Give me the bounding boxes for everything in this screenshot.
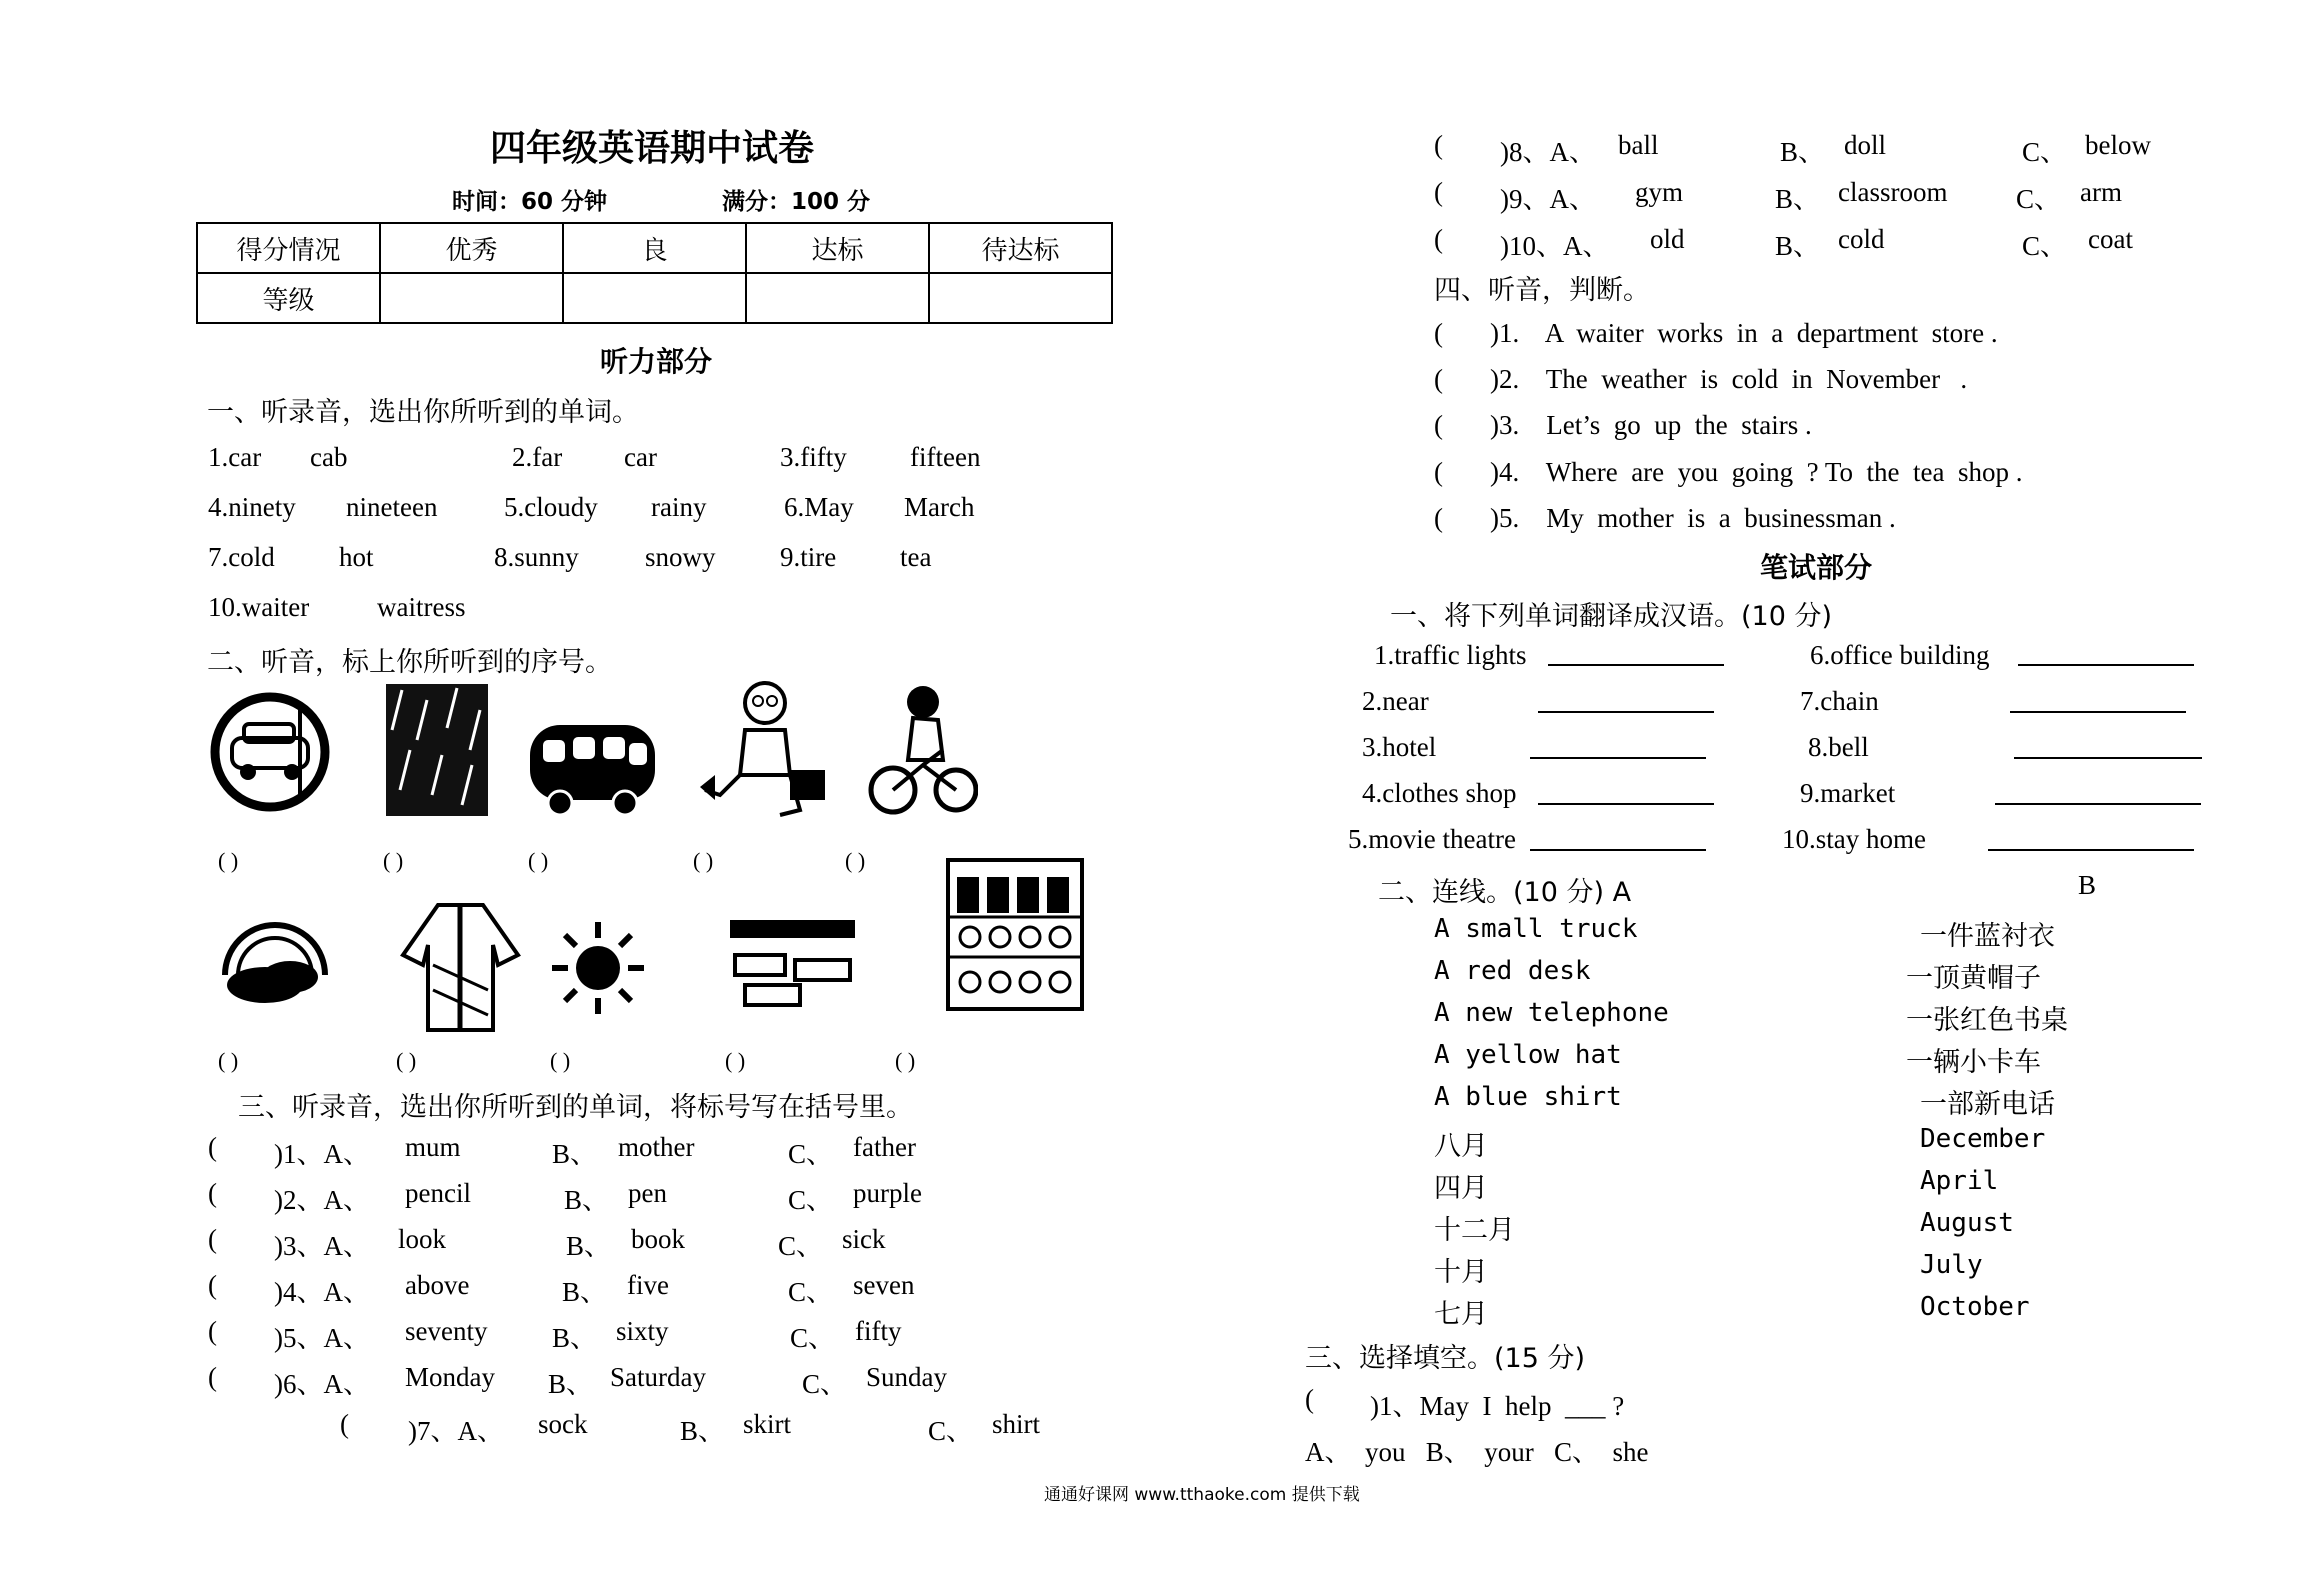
- choice-c: arm: [2080, 177, 2122, 207]
- answer-blank[interactable]: [1988, 849, 2194, 851]
- choice-a: ball: [1618, 130, 1659, 160]
- match-a-item[interactable]: A yellow hat: [1434, 1040, 1622, 1070]
- word-item: fifteen: [910, 442, 981, 472]
- match-col-b-label: B: [2078, 870, 2097, 900]
- score-cell[interactable]: [746, 273, 929, 323]
- judge-item: )4. Where are you going ? To the tea shop .: [1490, 457, 2023, 487]
- choice-b: doll: [1844, 130, 1887, 160]
- score-cell: 得分情况: [197, 223, 380, 273]
- choice-b-label: B、: [680, 1416, 726, 1446]
- choice-a: sock: [538, 1409, 588, 1439]
- car-sign-icon: [210, 690, 330, 815]
- choice-number: )6、A、: [274, 1369, 370, 1399]
- word-item: snowy: [645, 542, 716, 572]
- answer-paren[interactable]: ( ): [218, 848, 239, 873]
- word-item: tea: [900, 542, 932, 572]
- score-table: [196, 222, 1113, 324]
- score-cell: 优秀: [380, 223, 563, 273]
- word-item: car: [624, 442, 657, 472]
- translate-item: 3.hotel: [1362, 732, 1437, 762]
- choice-b: cold: [1838, 224, 1885, 254]
- answer-paren[interactable]: ( ): [845, 848, 866, 873]
- match-a-item[interactable]: 十二月: [1434, 1215, 1515, 1246]
- match-b-item[interactable]: August: [1920, 1208, 2014, 1238]
- score-cell[interactable]: [563, 273, 746, 323]
- listening-s3-heading: 三、听录音，选出你所听到的单词，将标号写在括号里。: [238, 1092, 913, 1123]
- score-table-row: [197, 273, 1112, 323]
- choice-number: )3、A、: [274, 1231, 370, 1261]
- answer-blank[interactable]: [1995, 803, 2201, 805]
- choice-a: look: [398, 1224, 447, 1254]
- shelf-icon: [945, 857, 1085, 1012]
- word-item: 3.fifty: [780, 442, 847, 472]
- choice-number: )10、A、: [1500, 231, 1610, 261]
- choice-b: skirt: [743, 1409, 792, 1439]
- choice-c: purple: [853, 1178, 922, 1208]
- choice-b-label: B、: [552, 1139, 598, 1169]
- classroom-desks-icon: [725, 915, 860, 1010]
- choice-b: Saturday: [610, 1362, 706, 1392]
- judge-item: )1. A waiter works in a department store .: [1490, 318, 1998, 348]
- translate-item: 9.market: [1800, 778, 1896, 808]
- answer-paren-open[interactable]: (: [1305, 1384, 1314, 1414]
- footer-credit: 通通好课网 www.tthaoke.com 提供下载: [1044, 1485, 1360, 1505]
- choice-b-label: B、: [566, 1231, 612, 1261]
- word-item: 10.waiter: [208, 592, 310, 622]
- score-cell[interactable]: [380, 273, 563, 323]
- answer-paren-open[interactable]: (: [1434, 130, 1443, 160]
- answer-blank[interactable]: [1538, 803, 1714, 805]
- match-b-item[interactable]: 一顶黄帽子: [1906, 963, 2041, 994]
- choice-number: )4、A、: [274, 1277, 370, 1307]
- match-a-item[interactable]: 七月: [1434, 1299, 1488, 1330]
- written-title: 笔试部分: [1760, 551, 1873, 584]
- answer-blank[interactable]: [2010, 711, 2186, 713]
- waiter-icon: [690, 675, 840, 825]
- answer-paren[interactable]: ( ): [693, 848, 714, 873]
- fill-options: A、 you B、 your C、 she: [1305, 1437, 1649, 1467]
- judge-item: )5. My mother is a businessman .: [1490, 503, 1896, 533]
- answer-paren-open[interactable]: (: [208, 1178, 217, 1208]
- choice-b: pen: [628, 1178, 667, 1208]
- choice-number: )1、A、: [274, 1139, 370, 1169]
- word-item: 4.ninety: [208, 492, 296, 522]
- cyclist-icon: [868, 680, 978, 820]
- translate-item: 6.office building: [1810, 640, 1990, 670]
- answer-paren-open[interactable]: (: [208, 1132, 217, 1162]
- answer-paren[interactable]: ( ): [383, 848, 404, 873]
- match-a-item[interactable]: 十月: [1434, 1257, 1488, 1288]
- word-item: 2.far: [512, 442, 563, 472]
- match-b-item[interactable]: 一部新电话: [1920, 1089, 2055, 1120]
- answer-paren-open[interactable]: (: [208, 1224, 217, 1254]
- choice-c-label: C、: [2022, 137, 2068, 167]
- choice-c-label: C、: [788, 1139, 834, 1169]
- match-b-item[interactable]: December: [1920, 1124, 2046, 1154]
- fill-question: )1、May I help ___ ?: [1370, 1391, 1625, 1421]
- match-b-item[interactable]: 一张红色书桌: [1906, 1005, 2068, 1036]
- choice-number: )9、A、: [1500, 184, 1596, 214]
- choice-b: five: [627, 1270, 669, 1300]
- match-a-item[interactable]: A new telephone: [1434, 998, 1669, 1028]
- translate-item: 2.near: [1362, 686, 1429, 716]
- word-item: rainy: [651, 492, 707, 522]
- translate-item: 4.clothes shop: [1362, 778, 1517, 808]
- word-item: 1.car: [208, 442, 262, 472]
- choice-c: below: [2085, 130, 2151, 160]
- listening-s2-heading: 二、听音，标上你所听到的序号。: [207, 647, 612, 678]
- word-item: 5.cloudy: [504, 492, 598, 522]
- choice-c-label: C、: [928, 1416, 974, 1446]
- translate-item: 1.traffic lights: [1374, 640, 1527, 670]
- judge-item: )2. The weather is cold in November .: [1490, 364, 1968, 394]
- score-cell: 等级: [197, 273, 380, 323]
- answer-paren[interactable]: ( ): [550, 1048, 571, 1073]
- match-b-item[interactable]: April: [1920, 1166, 1999, 1196]
- answer-paren[interactable]: ( ): [218, 1048, 239, 1073]
- choice-b: mother: [618, 1132, 695, 1162]
- answer-blank[interactable]: [2018, 664, 2194, 666]
- choice-number: )5、A、: [274, 1323, 370, 1353]
- answer-blank[interactable]: [1530, 849, 1706, 851]
- match-a-item[interactable]: A red desk: [1434, 956, 1591, 986]
- page-title: 四年级英语期中试卷: [490, 128, 815, 169]
- choice-c-label: C、: [802, 1369, 848, 1399]
- choice-c-label: C、: [2016, 184, 2062, 214]
- score-cell[interactable]: [929, 273, 1112, 323]
- match-b-item[interactable]: 一件蓝衬衣: [1920, 921, 2055, 952]
- choice-a: old: [1650, 224, 1685, 254]
- match-a-item[interactable]: A blue shirt: [1434, 1082, 1622, 1112]
- answer-blank[interactable]: [2014, 757, 2202, 759]
- answer-paren-open[interactable]: (: [1434, 410, 1443, 440]
- cloudy-rainbow-icon: [210, 905, 335, 1010]
- choice-c-label: C、: [788, 1185, 834, 1215]
- translate-item: 5.movie theatre: [1348, 824, 1516, 854]
- answer-paren[interactable]: ( ): [725, 1048, 746, 1073]
- answer-paren[interactable]: ( ): [895, 1048, 916, 1073]
- choice-a: pencil: [405, 1178, 471, 1208]
- answer-paren[interactable]: ( ): [396, 1048, 417, 1073]
- choice-a: above: [405, 1270, 470, 1300]
- score-cell: 待达标: [929, 223, 1112, 273]
- answer-paren-open[interactable]: (: [340, 1409, 349, 1439]
- match-b-item[interactable]: October: [1920, 1292, 2030, 1322]
- match-a-item[interactable]: 八月: [1434, 1131, 1488, 1162]
- word-item: hot: [339, 542, 374, 572]
- choice-a: Monday: [405, 1362, 495, 1392]
- listening-s1-heading: 一、听录音，选出你所听到的单词。: [207, 397, 639, 428]
- choice-b-label: B、: [552, 1323, 598, 1353]
- choice-number: )7、A、: [408, 1416, 504, 1446]
- listening-title: 听力部分: [600, 345, 713, 378]
- choice-c: coat: [2088, 224, 2133, 254]
- answer-paren-open[interactable]: (: [1434, 364, 1443, 394]
- choice-b-label: B、: [1775, 184, 1821, 214]
- match-a-item[interactable]: A small truck: [1434, 914, 1638, 944]
- answer-blank[interactable]: [1548, 664, 1724, 666]
- answer-paren-open[interactable]: (: [208, 1362, 217, 1392]
- choice-c-label: C、: [788, 1277, 834, 1307]
- match-b-item[interactable]: July: [1920, 1250, 1983, 1280]
- choice-c: shirt: [992, 1409, 1041, 1439]
- word-item: cab: [310, 442, 348, 472]
- choice-a: seventy: [405, 1316, 488, 1346]
- choice-b-label: B、: [562, 1277, 608, 1307]
- rain-icon: [382, 680, 492, 820]
- translate-item: 10.stay home: [1782, 824, 1926, 854]
- score-cell: 良: [563, 223, 746, 273]
- answer-paren-open[interactable]: (: [1434, 457, 1443, 487]
- choice-c: fifty: [855, 1316, 902, 1346]
- exam-full-score: 满分：100 分: [722, 189, 871, 215]
- choice-c: Sunday: [866, 1362, 947, 1392]
- answer-paren-open[interactable]: (: [208, 1270, 217, 1300]
- word-item: March: [904, 492, 975, 522]
- answer-paren-open[interactable]: (: [1434, 503, 1443, 533]
- listening-s4-heading: 四、听音，判断。: [1434, 275, 1650, 306]
- written-s1-heading: 一、将下列单词翻译成汉语。(10 分): [1390, 601, 1833, 632]
- choice-b-label: B、: [1780, 137, 1826, 167]
- answer-paren-open[interactable]: (: [1434, 224, 1443, 254]
- written-s2-heading: 二、连线。(10 分) A: [1378, 877, 1632, 908]
- answer-paren-open[interactable]: (: [1434, 177, 1443, 207]
- match-b-item[interactable]: 一辆小卡车: [1906, 1047, 2041, 1078]
- choice-b-label: B、: [564, 1185, 610, 1215]
- word-item: 8.sunny: [494, 542, 579, 572]
- choice-c: father: [853, 1132, 916, 1162]
- match-a-item[interactable]: 四月: [1434, 1173, 1488, 1204]
- answer-paren[interactable]: ( ): [528, 848, 549, 873]
- translate-item: 8.bell: [1808, 732, 1869, 762]
- choice-a: mum: [405, 1132, 461, 1162]
- judge-item: )3. Let’s go up the stairs .: [1490, 410, 1812, 440]
- choice-c-label: C、: [790, 1323, 836, 1353]
- word-item: waitress: [377, 592, 466, 622]
- answer-blank[interactable]: [1530, 757, 1706, 759]
- word-item: 7.cold: [208, 542, 275, 572]
- choice-a: gym: [1635, 177, 1684, 207]
- translate-item: 7.chain: [1800, 686, 1879, 716]
- word-item: 6.May: [784, 492, 854, 522]
- answer-paren-open[interactable]: (: [208, 1316, 217, 1346]
- word-item: nineteen: [346, 492, 438, 522]
- score-cell: 达标: [746, 223, 929, 273]
- choice-number: )2、A、: [274, 1185, 370, 1215]
- written-s3-heading: 三、选择填空。(15 分): [1305, 1343, 1586, 1374]
- score-table-row: [197, 223, 1112, 273]
- word-item: 9.tire: [780, 542, 837, 572]
- choice-b-label: B、: [1775, 231, 1821, 261]
- choice-b-label: B、: [548, 1369, 594, 1399]
- choice-b: book: [631, 1224, 685, 1254]
- coat-icon: [398, 895, 523, 1035]
- exam-time: 时间：60 分钟: [452, 189, 608, 215]
- choice-c: sick: [842, 1224, 886, 1254]
- choice-number: )8、A、: [1500, 137, 1596, 167]
- choice-c-label: C、: [778, 1231, 824, 1261]
- choice-c-label: C、: [2022, 231, 2068, 261]
- choice-b: sixty: [616, 1316, 669, 1346]
- choice-c: seven: [853, 1270, 915, 1300]
- bus-icon: [525, 715, 660, 820]
- answer-paren-open[interactable]: (: [1434, 318, 1443, 348]
- choice-b: classroom: [1838, 177, 1948, 207]
- sun-icon: [548, 918, 648, 1018]
- answer-blank[interactable]: [1538, 711, 1714, 713]
